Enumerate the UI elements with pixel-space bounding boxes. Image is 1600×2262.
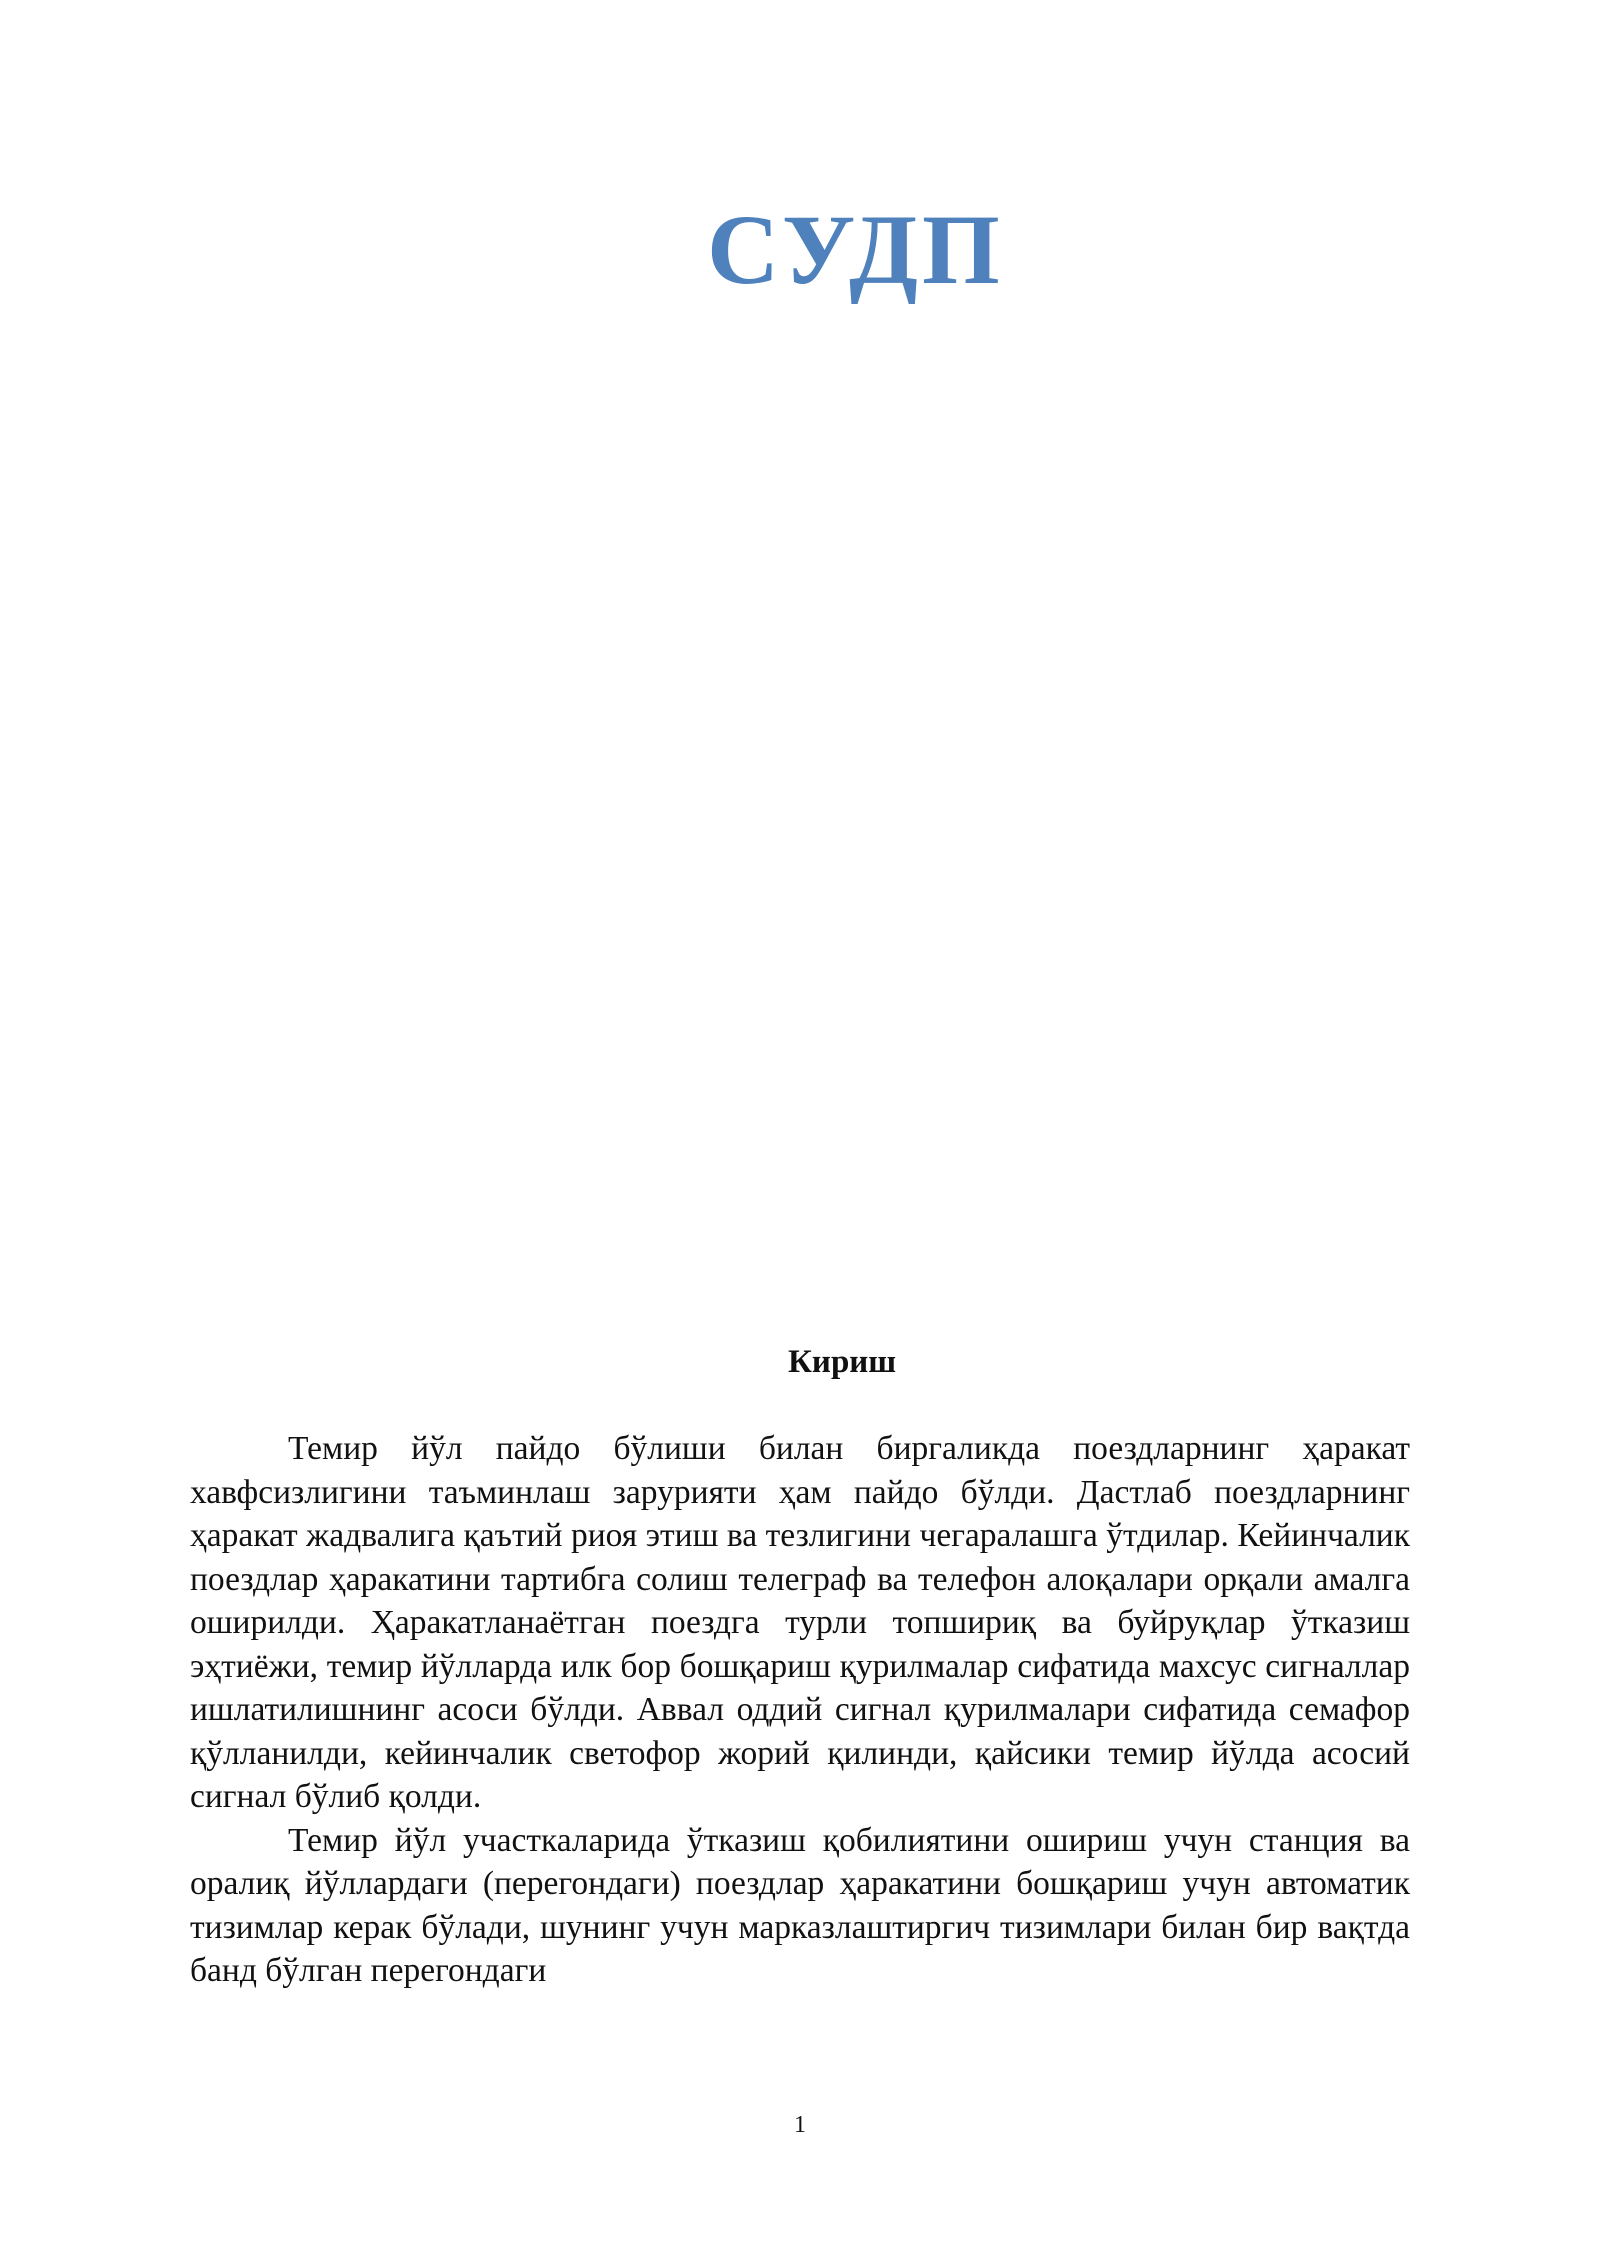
- page-number: 1: [794, 2112, 806, 2138]
- section-heading-text: Кириш: [788, 1344, 897, 1380]
- body-text: [190, 1427, 1410, 1993]
- paragraph-2: Темир йўл участкаларида ўтказиш қобилиятини ошириш учун станция ва оралиқ йўллардаги (перегондаги) поездлар ҳаракатини бошқариш учун автоматик тизимлар керак бўлади, шунинг учун марказлаштиргич тизимлари билан бир вақтда банд бўлган перегондаги: [190, 1821, 1410, 1989]
- paragraph-1: Темир йўл пайдо бўлиши билан биргаликда поездларнинг ҳаракат хавфсизлигини таъминлаш зарурияти ҳам пайдо бўлди. Дастлаб поездларнинг ҳаракат жадвалига қаътий риоя этиш ва тезлигини чегаралашга ўтдилар. Кейинчалик поездлар ҳаракатини тартибга солиш телеграф ва телефон алоқалари орқали амалга оширилди. Ҳаракатланаётган поездга турли топшириқ ва буйруқлар ўтказиш эҳтиёжи, темир йўлларда илк бор бошқариш қурилмалар сифатида махсус сигналлар ишлатилишнинг асоси бўлди. Аввал оддий сигнал қурилмалари сифатида семафор қўлланилди, кейинчалик светофор жорий қилинди, қайсики темир йўлда асосий сигнал бўлиб қолди.: [190, 1430, 1410, 1815]
- document-title-text: СУДП: [707, 194, 1004, 305]
